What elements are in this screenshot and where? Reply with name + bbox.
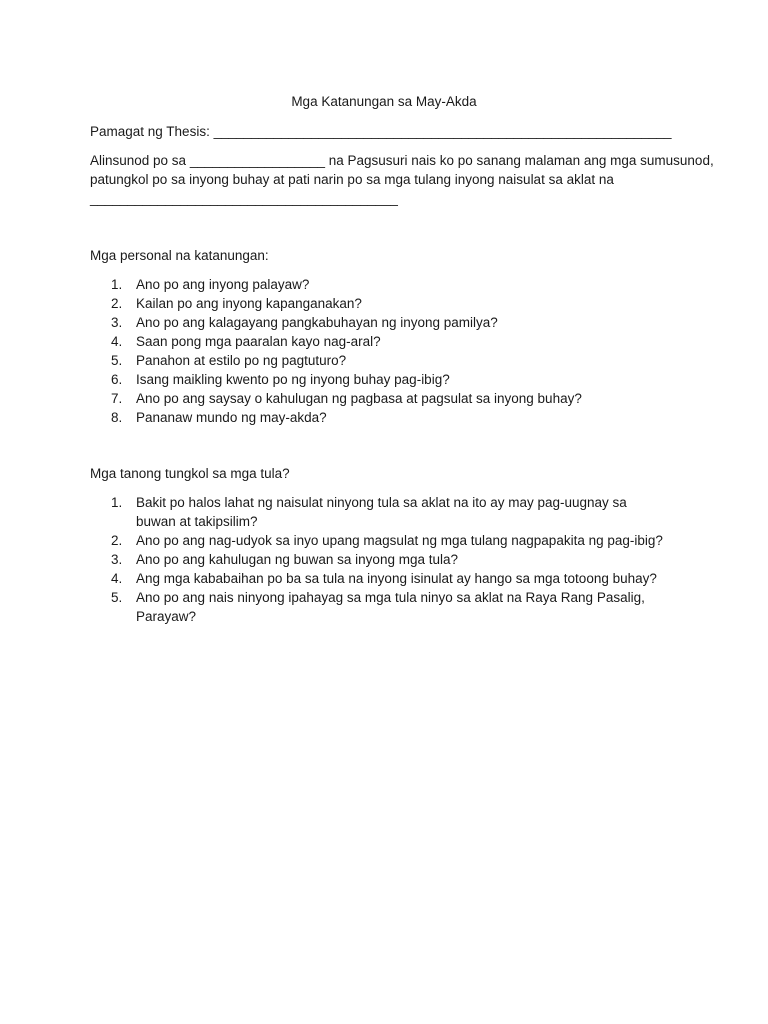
- item-number: 5.: [111, 353, 123, 368]
- question-text: Kailan po ang inyong kapanganakan?: [136, 296, 362, 311]
- item-number: 8.: [111, 410, 123, 425]
- list-item: [90, 294, 670, 313]
- item-number: 2.: [111, 296, 123, 311]
- question-text: Panahon at estilo po ng pagtuturo?: [136, 353, 347, 368]
- question-text: Saan pong mga paaralan kayo nag-aral?: [136, 334, 381, 349]
- list-item: [90, 408, 670, 427]
- question-text: Ano po ang kalagayang pangkabuhayan ng inyong pamilya?: [136, 315, 498, 330]
- document-title: Mga Katanungan sa May-Akda: [291, 94, 477, 109]
- item-number: 1.: [111, 277, 123, 292]
- question-text: Ano po ang nag-udyok sa inyo upang magsulat ng mga tulang nagpapakita ng pag-ibig?: [136, 533, 663, 548]
- intro-line-1: Alinsunod po sa __________________ na Pagsusuri nais ko po sanang malaman ang mga sumusunod,: [90, 153, 714, 168]
- poem-questions-heading: Mga tanong tungkol sa mga tula?: [90, 466, 290, 481]
- item-number: 4.: [111, 334, 123, 349]
- question-text: Isang maikling kwento po ng inyong buhay pag-ibig?: [136, 372, 450, 387]
- personal-questions-list: [90, 275, 670, 427]
- intro-line-3: _________________________________________: [90, 191, 398, 206]
- question-text: Ang mga kababaihan po ba sa tula na inyong isinulat ay hango sa mga totoong buhay?: [136, 571, 657, 586]
- question-text: Ano po ang saysay o kahulugan ng pagbasa at pagsulat sa inyong buhay?: [136, 391, 582, 406]
- item-number: 3.: [111, 315, 123, 330]
- list-item: [90, 569, 670, 588]
- list-item: [90, 370, 670, 389]
- list-item: [90, 493, 670, 531]
- item-number: 2.: [111, 533, 123, 548]
- list-item: [90, 389, 670, 408]
- question-text: Bakit po halos lahat ng naisulat ninyong tula sa aklat na ito ay may pag-uugnay sa buwan at takipsilim?: [136, 495, 627, 529]
- item-number: 5.: [111, 590, 123, 605]
- thesis-title-line: Pamagat ng Thesis: _____________________________________________________________: [90, 124, 672, 139]
- list-item: [90, 313, 670, 332]
- list-item: [90, 275, 670, 294]
- question-text: Ano po ang kahulugan ng buwan sa inyong mga tula?: [136, 552, 458, 567]
- intro-line-2: patungkol po sa inyong buhay at pati narin po sa mga tulang inyong naisulat sa aklat na: [90, 172, 614, 187]
- list-item: [90, 588, 670, 626]
- list-item: [90, 351, 670, 370]
- list-item: [90, 550, 670, 569]
- list-item: [90, 332, 670, 351]
- question-text: Pananaw mundo ng may-akda?: [136, 410, 327, 425]
- item-number: 7.: [111, 391, 123, 406]
- list-item: [90, 531, 670, 550]
- item-number: 1.: [111, 495, 123, 510]
- item-number: 6.: [111, 372, 123, 387]
- item-number: 4.: [111, 571, 123, 586]
- item-number: 3.: [111, 552, 123, 567]
- question-text: Ano po ang nais ninyong ipahayag sa mga tula ninyo sa aklat na Raya Rang Pasalig, Parayaw?: [136, 590, 645, 624]
- personal-questions-heading: Mga personal na katanungan:: [90, 248, 269, 263]
- poem-questions-list: [90, 493, 670, 626]
- question-text: Ano po ang inyong palayaw?: [136, 277, 310, 292]
